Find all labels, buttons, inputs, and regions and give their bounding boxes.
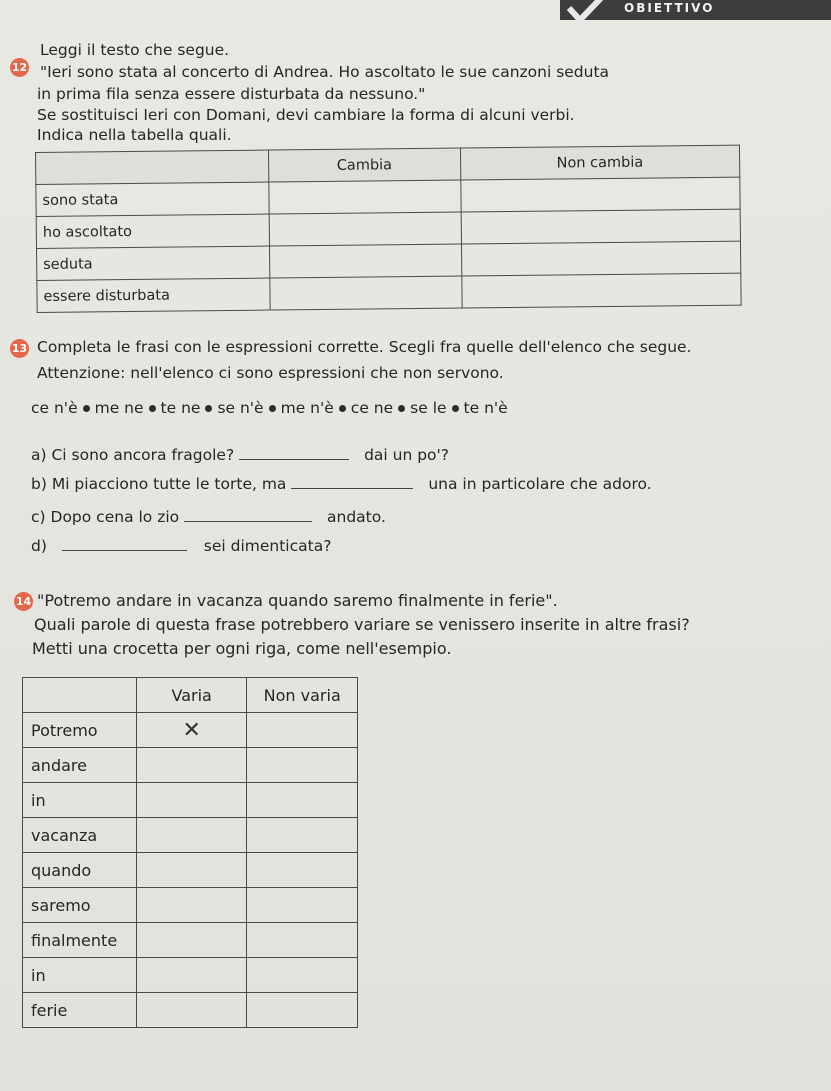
bullet-icon <box>205 405 212 412</box>
ex14-cell-non-varia[interactable] <box>247 783 358 818</box>
bullet-icon <box>339 405 346 412</box>
ex14-row-word: in <box>23 783 137 818</box>
ex14-row-word: Potremo <box>23 713 137 748</box>
ex13-instruction: Completa le frasi con le espressioni corrette. Scegli fra quelle dell'elenco che segue. <box>37 338 692 356</box>
ex14-cell-varia[interactable]: ✕ <box>136 713 247 748</box>
checkmark-icon <box>565 0 605 24</box>
ex12-row-label: essere disturbata <box>37 278 270 312</box>
ex14-cell-varia[interactable] <box>136 888 247 923</box>
bullet-icon <box>149 405 156 412</box>
option: me ne <box>94 399 144 417</box>
ex12-row-label: seduta <box>37 246 270 280</box>
ex14-header-empty <box>23 678 137 713</box>
ex14-cell-non-varia[interactable] <box>247 748 358 783</box>
ex13-sentence-a: a) Ci sono ancora fragole? dai un po'? <box>31 446 450 464</box>
ex13-options-list <box>31 399 508 417</box>
ex12-cell-non-cambia[interactable] <box>461 209 741 244</box>
ex14-cell-varia[interactable] <box>136 783 247 818</box>
ex12-cell-non-cambia[interactable] <box>460 177 740 212</box>
exercise-12-badge: 12 <box>10 58 29 77</box>
ex12-header-non-cambia: Non cambia <box>460 145 740 180</box>
option: se n'è <box>217 399 264 417</box>
ex12-row-label: sono stata <box>36 182 269 216</box>
ex14-cell-non-varia[interactable] <box>247 818 358 853</box>
ex14-header-non-varia: Non varia <box>247 678 358 713</box>
ex14-row-word: saremo <box>23 888 137 923</box>
ex14-cell-non-varia[interactable] <box>247 853 358 888</box>
section-header-label: OBIETTIVO <box>624 1 715 15</box>
bullet-icon <box>398 405 405 412</box>
ex12-line-2: "Ieri sono stata al concerto di Andrea. Ho ascoltato le sue canzoni seduta <box>40 63 610 81</box>
ex14-cell-varia[interactable] <box>136 853 247 888</box>
option: se le <box>410 399 447 417</box>
ex14-cell-varia[interactable] <box>136 958 247 993</box>
exercise-14-badge: 14 <box>14 592 33 611</box>
ex14-row-word: ferie <box>23 993 137 1028</box>
ex13-sentence-b: b) Mi piacciono tutte le torte, ma una in particolare che adoro. <box>31 475 652 493</box>
ex12-cell-cambia[interactable] <box>269 180 461 214</box>
ex14-row-word: quando <box>23 853 137 888</box>
ex14-quote: "Potremo andare in vacanza quando saremo finalmente in ferie". <box>37 591 558 610</box>
ex12-table <box>35 145 742 313</box>
option: me n'è <box>280 399 334 417</box>
ex14-cell-varia[interactable] <box>136 923 247 958</box>
ex14-cell-non-varia[interactable] <box>247 958 358 993</box>
ex12-line-4: Se sostituisci Ieri con Domani, devi cambiare la forma di alcuni verbi. <box>37 106 575 124</box>
answer-blank[interactable] <box>291 488 413 489</box>
option: te n'è <box>463 399 508 417</box>
ex12-cell-cambia[interactable] <box>269 212 461 246</box>
ex14-row-word: finalmente <box>23 923 137 958</box>
ex14-cell-non-varia[interactable] <box>247 888 358 923</box>
bullet-icon <box>83 405 90 412</box>
exercise-13-badge: 13 <box>10 339 29 358</box>
ex14-cell-non-varia[interactable] <box>247 713 358 748</box>
ex13-sentence-c: c) Dopo cena lo zio andato. <box>31 508 386 526</box>
answer-blank[interactable] <box>62 550 187 551</box>
ex14-question: Quali parole di questa frase potrebbero variare se venissero inserite in altre frasi? <box>34 615 690 634</box>
ex12-cell-non-cambia[interactable] <box>461 241 741 276</box>
answer-blank[interactable] <box>239 459 349 460</box>
ex12-header-cambia: Cambia <box>268 148 460 182</box>
ex14-cell-varia[interactable] <box>136 818 247 853</box>
ex12-line-5: Indica nella tabella quali. <box>37 126 232 144</box>
ex12-line-3: in prima fila senza essere disturbata da nessuno." <box>37 85 426 103</box>
ex12-row-label: ho ascoltato <box>36 214 269 248</box>
ex14-cell-non-varia[interactable] <box>247 923 358 958</box>
ex14-row-word: vacanza <box>23 818 137 853</box>
ex13-note: Attenzione: nell'elenco ci sono espressioni che non servono. <box>37 364 504 382</box>
ex14-cell-varia[interactable] <box>136 993 247 1028</box>
ex13-sentence-d: d) sei dimenticata? <box>31 537 332 555</box>
ex12-cell-cambia[interactable] <box>270 276 462 310</box>
bullet-icon <box>452 405 459 412</box>
ex12-cell-non-cambia[interactable] <box>461 273 741 308</box>
answer-blank[interactable] <box>184 521 312 522</box>
ex14-header-varia: Varia <box>136 678 247 713</box>
ex12-header-empty <box>36 150 269 184</box>
ex14-table <box>22 677 358 1028</box>
ex12-line-1: Leggi il testo che segue. <box>40 41 230 59</box>
option: te ne <box>160 399 201 417</box>
ex14-row-word: in <box>23 958 137 993</box>
option: ce ne <box>350 399 394 417</box>
ex14-cell-non-varia[interactable] <box>247 993 358 1028</box>
ex14-row-word: andare <box>23 748 137 783</box>
bullet-icon <box>269 405 276 412</box>
ex14-instruction: Metti una crocetta per ogni riga, come nell'esempio. <box>32 639 452 658</box>
option: ce n'è <box>31 399 78 417</box>
ex12-cell-cambia[interactable] <box>269 244 461 278</box>
ex14-cell-varia[interactable] <box>136 748 247 783</box>
